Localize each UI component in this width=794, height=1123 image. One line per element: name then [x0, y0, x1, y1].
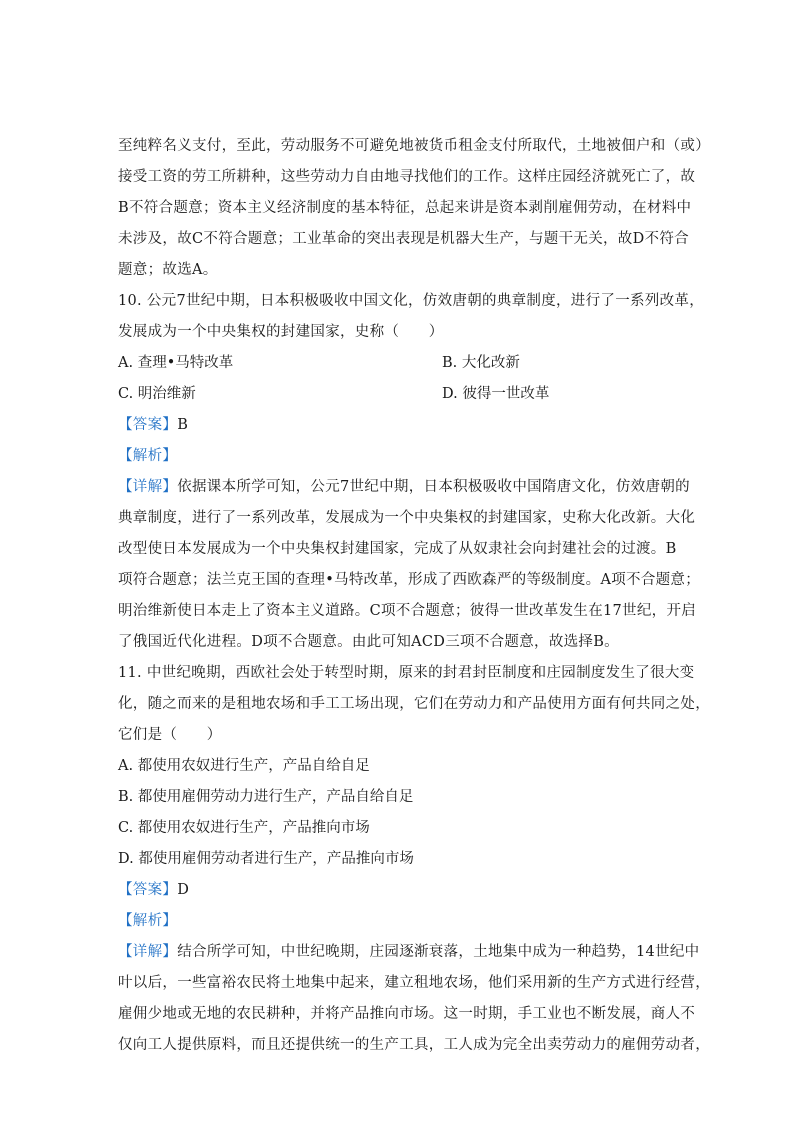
text-line: B不符合题意；资本主义经济制度的基本特征，总起来讲是资本剥削雇佣劳动，在材料中	[118, 200, 692, 216]
q10-detail-line: 改型使日本发展成为一个中央集权封建国家，完成了从奴隶社会向封建社会的过渡。B	[118, 541, 677, 557]
answer-tag: 【答案】	[118, 882, 178, 898]
q10-option-c: C. 明治维新	[118, 386, 196, 402]
question-10-stem: 10. 公元7世纪中期，日本积极吸收中国文化，仿效唐朝的典章制度，进行了一系列改革，	[118, 293, 704, 309]
q11-option-a: A. 都使用农奴进行生产，产品自给自足	[118, 758, 370, 774]
q11-answer	[118, 880, 678, 900]
q11-detail-line: 叶以后，一些富裕农民将土地集中起来，建立租地农场，他们采用新的生产方式进行经营，	[118, 975, 710, 991]
q10-analysis-heading	[118, 446, 678, 466]
answer-tag: 【答案】	[118, 417, 178, 433]
detail-text: 结合所学可知，中世纪晚期，庄园逐渐衰落，土地集中成为一种趋势，14世纪中	[177, 944, 700, 960]
answer-value: D	[177, 882, 190, 898]
q10-option-a: A. 查理•马特改革	[118, 355, 234, 371]
answer-value: B	[177, 417, 189, 433]
q11-option-b: B. 都使用雇佣劳动力进行生产，产品自给自足	[118, 789, 414, 805]
detail-tag: 【详解】	[118, 944, 178, 960]
text-line: 至纯粹名义支付，至此，劳动服务不可避免地被货币租金支付所取代，土地被佃户和（或）	[118, 138, 710, 154]
detail-text: 依据课本所学可知，公元7世纪中期，日本积极吸收中国隋唐文化，仿效唐朝的	[177, 479, 690, 495]
analysis-tag: 【解析】	[118, 913, 178, 929]
q10-detail-line: 明治维新使日本走上了资本主义道路。C项不合题意；彼得一世改革发生在17世纪，开启	[118, 603, 697, 619]
q11-detail-line: 仅向工人提供原料，而且还提供统一的生产工具，工人成为完全出卖劳动力的雇佣劳动者，	[118, 1037, 710, 1053]
text-line: 接受工资的劳工所耕种，这些劳动力自由地寻找他们的工作。这样庄园经济就死亡了，故	[118, 169, 696, 185]
question-11-stem: 化，随之而来的是租地农场和手工工场出现，它们在劳动力和产品使用方面有何共同之处，	[118, 696, 710, 712]
question-11-stem: 11. 中世纪晚期，西欧社会处于转型时期，原来的封君封臣制度和庄园制度发生了很大变	[118, 665, 695, 681]
question-10-stem: 发展成为一个中央集权的封建国家，史称（ ）	[118, 324, 444, 340]
q10-detail-line: 了俄国近代化进程。D项不合题意。由此可知ACD三项不合题意，故选择B。	[118, 634, 619, 650]
q10-option-d: D. 彼得一世改革	[442, 386, 550, 402]
q11-detail-line: 雇佣少地或无地的农民耕种，并将产品推向市场。这一时期，手工业也不断发展，商人不	[118, 1006, 696, 1022]
q10-answer	[118, 415, 678, 435]
text-line: 未涉及，故C不符合题意；工业革命的突出表现是机器大生产，与题干无关，故D不符合	[118, 231, 689, 247]
q11-analysis-heading	[118, 911, 678, 931]
q10-detail-line: 典章制度，进行了一系列改革，发展成为一个中央集权的封建国家，史称大化改新。大化	[118, 510, 696, 526]
detail-tag: 【详解】	[118, 479, 178, 495]
q10-option-b: B. 大化改新	[442, 355, 520, 371]
q11-option-c: C. 都使用农奴进行生产，产品推向市场	[118, 820, 370, 836]
q10-detail-line: 项符合题意；法兰克王国的查理•马特改革，形成了西欧森严的等级制度。A项不合题意；	[118, 572, 701, 588]
question-11-stem: 它们是（ ）	[118, 727, 222, 743]
q11-detail-line	[118, 942, 700, 962]
text-line: 题意；故选A。	[118, 262, 218, 278]
analysis-tag: 【解析】	[118, 448, 178, 464]
q10-detail-line	[118, 477, 690, 497]
q11-option-d: D. 都使用雇佣劳动者进行生产，产品推向市场	[118, 851, 414, 867]
